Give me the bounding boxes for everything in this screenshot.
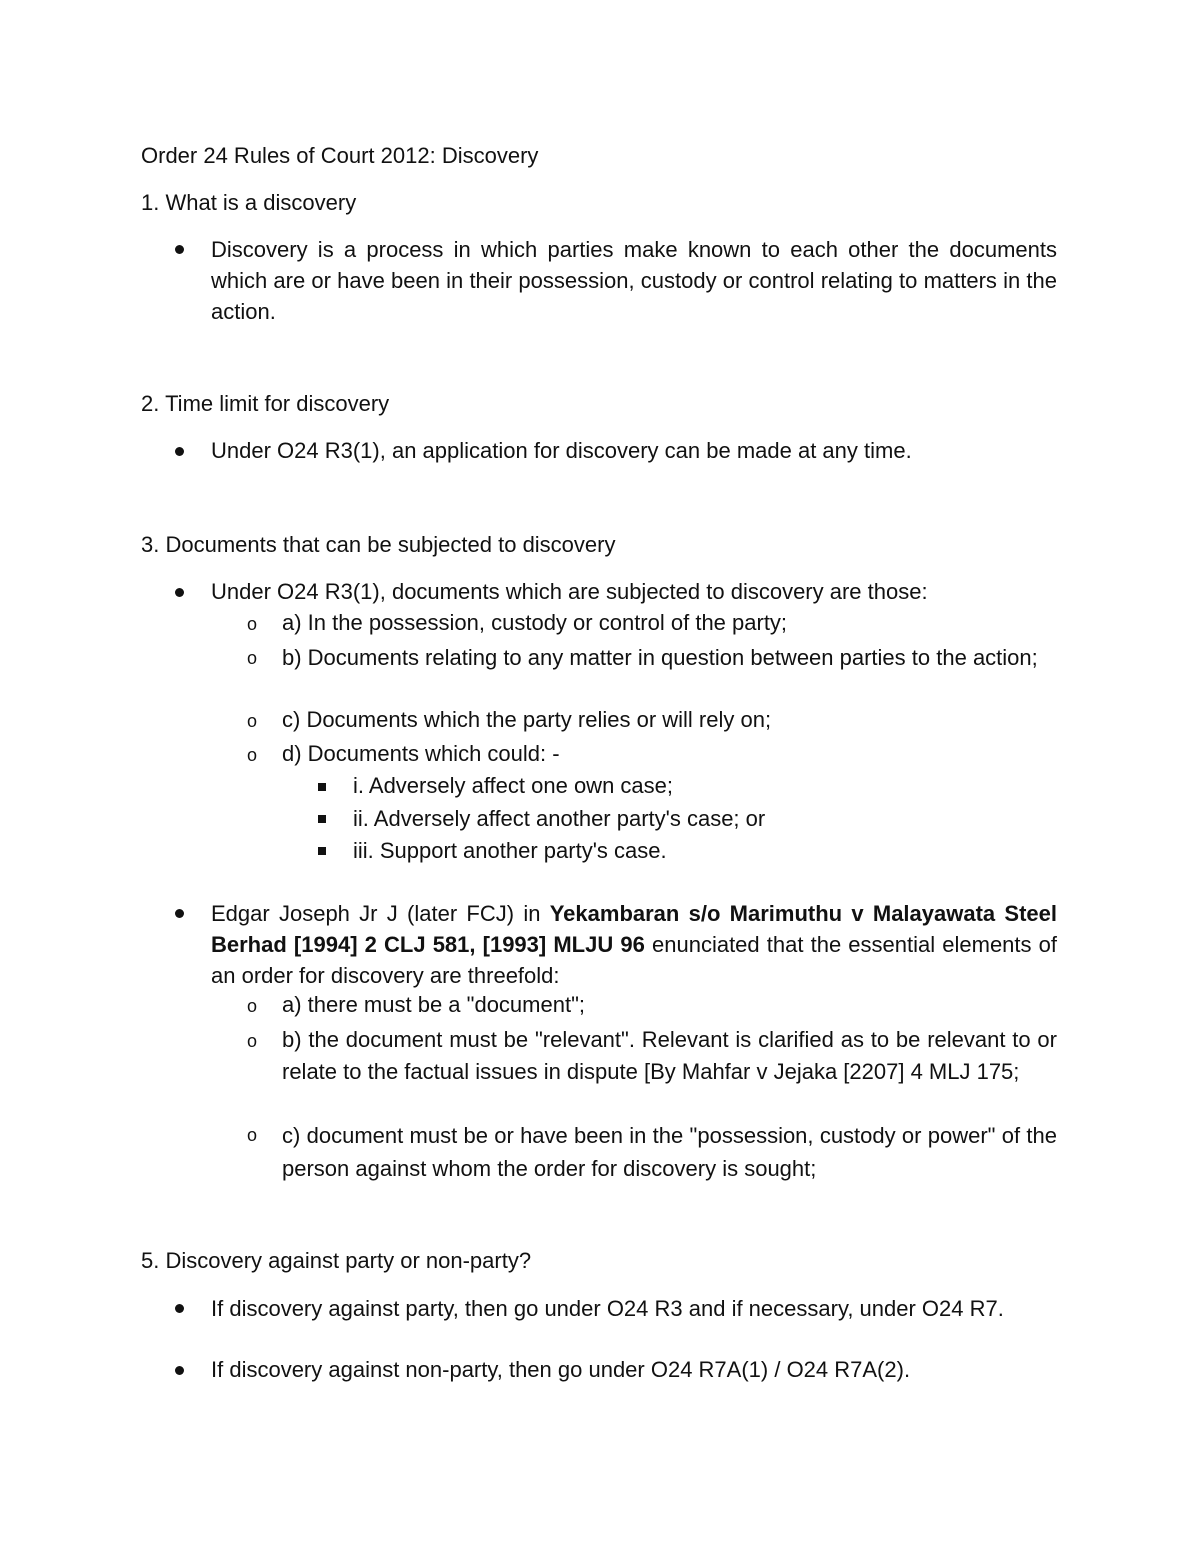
list-item-b: b) Documents relating to any matter in question between parties to the action; xyxy=(282,645,1038,670)
section-heading-1: 1. What is a discovery xyxy=(141,190,357,215)
paragraph-non-party-discovery: If discovery against non-party, then go under O24 R7A(1) / O24 R7A(2). xyxy=(211,1357,911,1382)
list-item-d-i: i. Adversely affect one own case; xyxy=(353,773,673,798)
paragraph-party-discovery: If discovery against party, then go under O24 R3 and if necessary, under O24 R7. xyxy=(211,1296,1004,1321)
circle-bullet-icon: o xyxy=(247,614,258,634)
bullet-icon xyxy=(175,1304,184,1313)
element-item-b: b) the document must be "relevant". Relevant is clarified as to be relevant to or relate to the factual issues in dispute [By Mahfar v Jejaka [2207] 4 MLJ 175; xyxy=(282,1027,1057,1084)
section-heading-5: 5. Discovery against party or non-party? xyxy=(141,1248,532,1273)
bullet-icon xyxy=(175,447,184,456)
case-name: Yekambaran s/o Marimuthu v Malayawata Steel Berhad [1994] 2 CLJ 581, [1993] MLJU 96 xyxy=(211,901,1057,957)
list-item-c: c) Documents which the party relies or will rely on; xyxy=(282,707,772,732)
bullet-icon xyxy=(175,588,184,597)
citation-intro: Edgar Joseph Jr J (later FCJ) in xyxy=(211,901,541,926)
bullet-icon xyxy=(175,909,184,918)
list-item-a: a) In the possession, custody or control of the party; xyxy=(282,610,788,635)
circle-bullet-icon: o xyxy=(247,996,258,1016)
paragraph-documents-subject: Under O24 R3(1), documents which are subjected to discovery are those: xyxy=(211,579,928,604)
document-title: Order 24 Rules of Court 2012: Discovery xyxy=(141,143,539,168)
bullet-icon xyxy=(175,245,184,254)
section-heading-3: 3. Documents that can be subjected to discovery xyxy=(141,532,616,557)
circle-bullet-icon: o xyxy=(247,1125,258,1145)
square-bullet-icon xyxy=(318,783,326,791)
square-bullet-icon xyxy=(318,815,326,823)
circle-bullet-icon: o xyxy=(247,745,258,765)
list-item-d: d) Documents which could: - xyxy=(282,741,560,766)
paragraph-case-citation xyxy=(211,898,1057,991)
paragraph-discovery-definition: Discovery is a process in which parties make known to each other the documents which are or have been in their possession, custody or control relating to matters in the action. xyxy=(211,237,1057,324)
square-bullet-icon xyxy=(318,847,326,855)
element-item-c: c) document must be or have been in the "possession, custody or power" of the person against whom the order for discovery is sought; xyxy=(282,1123,1057,1181)
list-item-d-ii: ii. Adversely affect another party's case; or xyxy=(353,806,766,831)
circle-bullet-icon: o xyxy=(247,1031,258,1051)
circle-bullet-icon: o xyxy=(247,648,258,668)
element-item-a: a) there must be a "document"; xyxy=(282,992,585,1017)
circle-bullet-icon: o xyxy=(247,711,258,731)
bullet-icon xyxy=(175,1366,184,1375)
list-item-d-iii: iii. Support another party's case. xyxy=(353,838,667,863)
section-heading-2: 2. Time limit for discovery xyxy=(141,391,390,416)
citation-outro: enunciated that the essential elements of an order for discovery are threefold: xyxy=(211,932,1058,988)
paragraph-time-limit: Under O24 R3(1), an application for discovery can be made at any time. xyxy=(211,438,912,463)
